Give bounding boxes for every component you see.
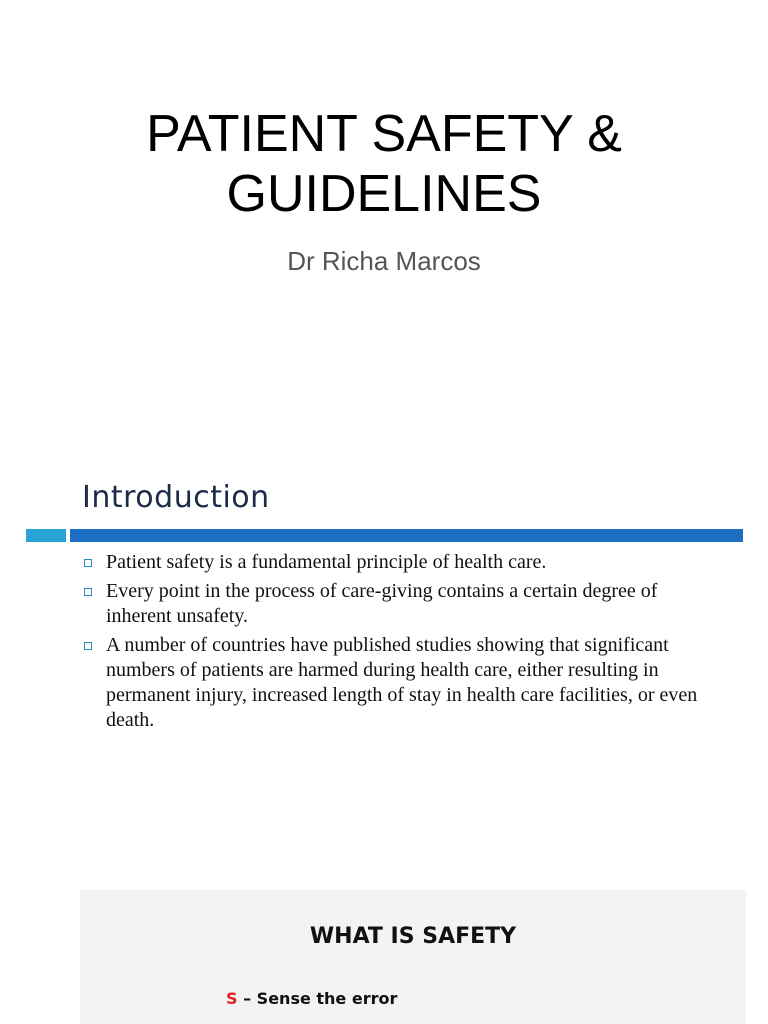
slide-title-line-1: PATIENT SAFETY & xyxy=(146,105,622,163)
list-item xyxy=(82,550,722,575)
introduction-bullet-list xyxy=(82,550,722,737)
bullet-text: Patient safety is a fundamental principle of health care. xyxy=(106,551,547,573)
accent-bar-light xyxy=(26,529,66,542)
bullet-text: Every point in the process of care-giving contains a certain degree of inherent unsafety. xyxy=(106,580,658,627)
slide-title xyxy=(0,104,768,224)
title-slide xyxy=(0,0,768,440)
what-is-safety-heading: WHAT IS SAFETY xyxy=(309,924,517,949)
slide-author: Dr Richa Marcos xyxy=(287,246,481,276)
introduction-slide xyxy=(0,470,768,810)
safety-item xyxy=(226,989,397,1008)
safety-item-letter: S xyxy=(226,989,238,1008)
accent-bar-dark xyxy=(70,529,743,542)
list-item xyxy=(82,579,722,629)
introduction-heading: Introduction xyxy=(82,480,270,515)
safety-item-text: – Sense the error xyxy=(237,989,398,1008)
what-is-safety-slide xyxy=(80,890,746,1024)
list-item xyxy=(82,633,722,733)
square-bullet-icon xyxy=(84,588,92,596)
square-bullet-icon xyxy=(84,559,92,567)
slide-title-line-2: GUIDELINES xyxy=(226,165,542,223)
bullet-text: A number of countries have published studies showing that significant numbers of patients are harmed during health care, either resulting in permanent injury, increased length of stay in health care facilities, or even death. xyxy=(106,634,698,731)
square-bullet-icon xyxy=(84,642,92,650)
